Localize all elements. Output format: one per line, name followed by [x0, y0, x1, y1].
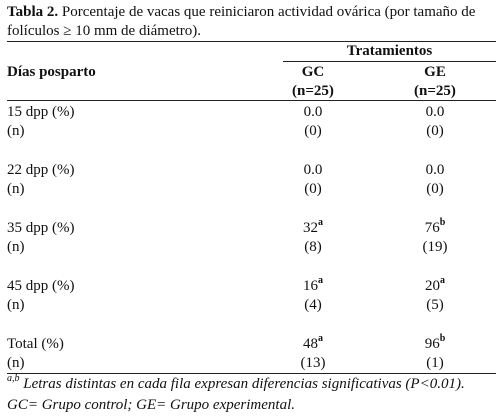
gc-count: (0) — [304, 181, 322, 197]
column-header-ge-n: (n=25) — [414, 83, 456, 99]
header-rule — [7, 100, 496, 101]
caption-text-line2: folículos ≥ 10 mm de diámetro). — [7, 23, 202, 39]
group-header: Tratamientos — [346, 43, 433, 59]
footnote-significance: $^{a,b}$ Letras distintas en cada fila expresan diferencias significativas (P<0.01). — [7, 373, 465, 392]
column-header-gc-n: (n=25) — [292, 83, 334, 99]
row-n-label: (n) — [7, 355, 25, 371]
ge-count: (0) — [426, 181, 444, 197]
caption-text-line1: Porcentaje de vacas que reiniciaron actividad ovárica (por tamaño de — [58, 4, 476, 20]
ge-value: 0.0 — [425, 162, 445, 178]
group-rule — [283, 61, 496, 62]
column-header-ge: GE — [424, 64, 446, 80]
row-label: 15 dpp (%) — [7, 104, 75, 120]
column-header-gc: GC — [301, 64, 325, 80]
ge-count: (5) — [426, 297, 444, 313]
ge-value: 20$^a$ — [425, 275, 445, 294]
row-n-label: (n) — [7, 181, 25, 197]
gc-count: (4) — [304, 297, 322, 313]
row-label: 45 dpp (%) — [7, 278, 75, 294]
gc-count: (0) — [304, 123, 322, 139]
ge-value: 0.0 — [425, 104, 445, 120]
gc-count: (8) — [304, 239, 322, 255]
row-label: 22 dpp (%) — [7, 162, 75, 178]
gc-value: 48$^a$ — [303, 333, 323, 352]
gc-value: 0.0 — [303, 162, 323, 178]
table-caption — [7, 3, 497, 41]
row-n-label: (n) — [7, 123, 25, 139]
ge-value: 96$^b$ — [424, 333, 446, 352]
caption-label: Tabla 2. — [7, 4, 59, 20]
bottom-rule — [7, 373, 496, 374]
ge-count: (19) — [422, 239, 448, 255]
ge-value: 76$^b$ — [424, 217, 446, 236]
gc-value: 32$^a$ — [303, 217, 323, 236]
row-n-label: (n) — [7, 297, 25, 313]
row-label: Total (%) — [7, 336, 64, 352]
footnote-abbreviations: GC= Grupo control; GE= Grupo experimental. — [7, 397, 295, 413]
gc-value: 16$^a$ — [303, 275, 323, 294]
ge-count: (0) — [426, 123, 444, 139]
gc-value: 0.0 — [303, 104, 323, 120]
gc-count: (13) — [300, 355, 326, 371]
row-n-label: (n) — [7, 239, 25, 255]
row-header: Días posparto — [7, 64, 96, 80]
row-label: 35 dpp (%) — [7, 220, 75, 236]
ge-count: (1) — [426, 355, 444, 371]
